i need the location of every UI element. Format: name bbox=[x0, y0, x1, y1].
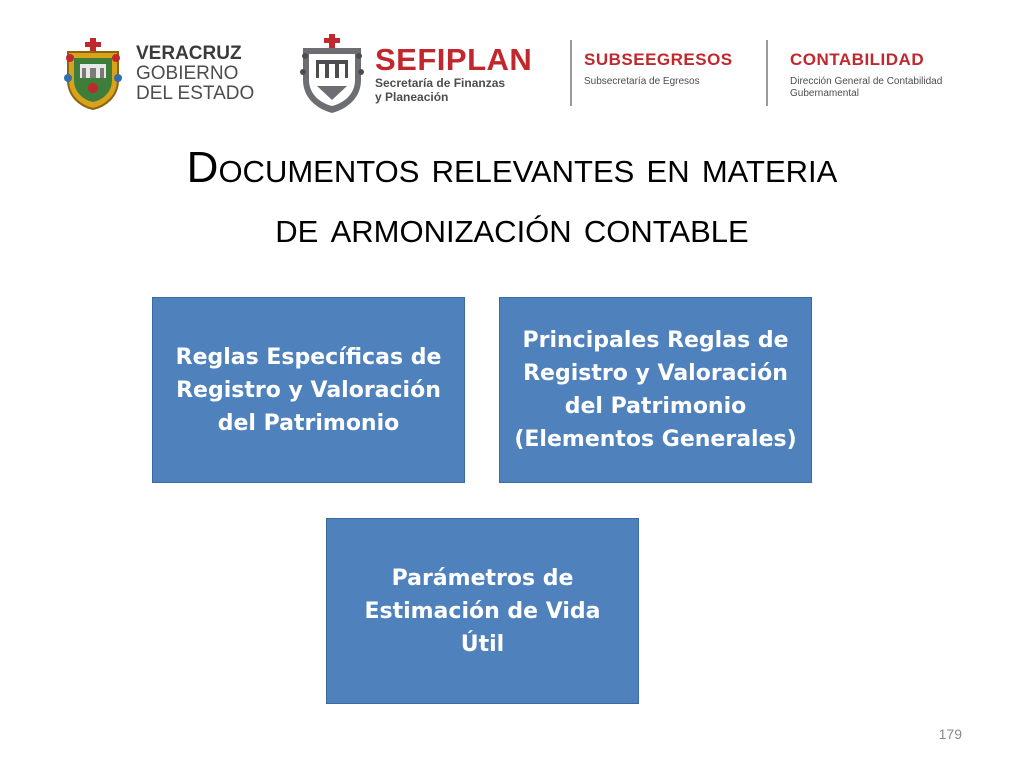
contabilidad-logo bbox=[790, 50, 942, 100]
page-title bbox=[60, 138, 964, 258]
subseegresos-logo bbox=[584, 50, 733, 88]
title-line2: de armonización contable bbox=[275, 203, 749, 252]
coat-of-arms-icon bbox=[62, 38, 124, 110]
sefiplan-logo bbox=[297, 30, 560, 118]
box-label: Principales Reglas de Registro y Valoración del Patrimonio (Elementos Generales) bbox=[514, 328, 797, 452]
logo-divider bbox=[766, 40, 768, 106]
veracruz-logo bbox=[62, 38, 254, 110]
contabilidad-desc1: Dirección General de Contabilidad bbox=[790, 76, 943, 87]
subseegresos-desc: Subsecretaría de Egresos bbox=[584, 76, 700, 87]
box-label: Parámetros de Estimación de Vida Útil bbox=[364, 565, 601, 657]
document-box-parametros-vida-util[interactable] bbox=[326, 518, 639, 704]
coat-of-arms-icon bbox=[297, 34, 367, 114]
contabilidad-title: CONTABILIDAD bbox=[790, 50, 925, 69]
logo-header bbox=[0, 30, 1024, 120]
veracruz-line2: GOBIERNO bbox=[136, 63, 239, 84]
sefiplan-sub1: Secretaría de Finanzas bbox=[375, 76, 506, 90]
document-box-reglas-especificas[interactable] bbox=[152, 297, 465, 483]
veracruz-line3: DEL ESTADO bbox=[136, 83, 255, 104]
sefiplan-sub2: y Planeación bbox=[375, 90, 449, 104]
page-number: 179 bbox=[938, 726, 962, 742]
logo-divider bbox=[570, 40, 572, 106]
document-box-principales-reglas[interactable] bbox=[499, 297, 812, 483]
box-label: Reglas Específicas de Registro y Valoración del Patrimonio bbox=[175, 344, 442, 436]
subseegresos-title: SUBSEEGRESOS bbox=[584, 50, 733, 69]
sefiplan-name: SEFIPLAN bbox=[375, 42, 533, 77]
veracruz-line1: VERACRUZ bbox=[136, 43, 242, 64]
title-line1: Documentos relevantes en materia bbox=[186, 143, 838, 192]
contabilidad-desc2: Gubernamental bbox=[790, 88, 859, 99]
